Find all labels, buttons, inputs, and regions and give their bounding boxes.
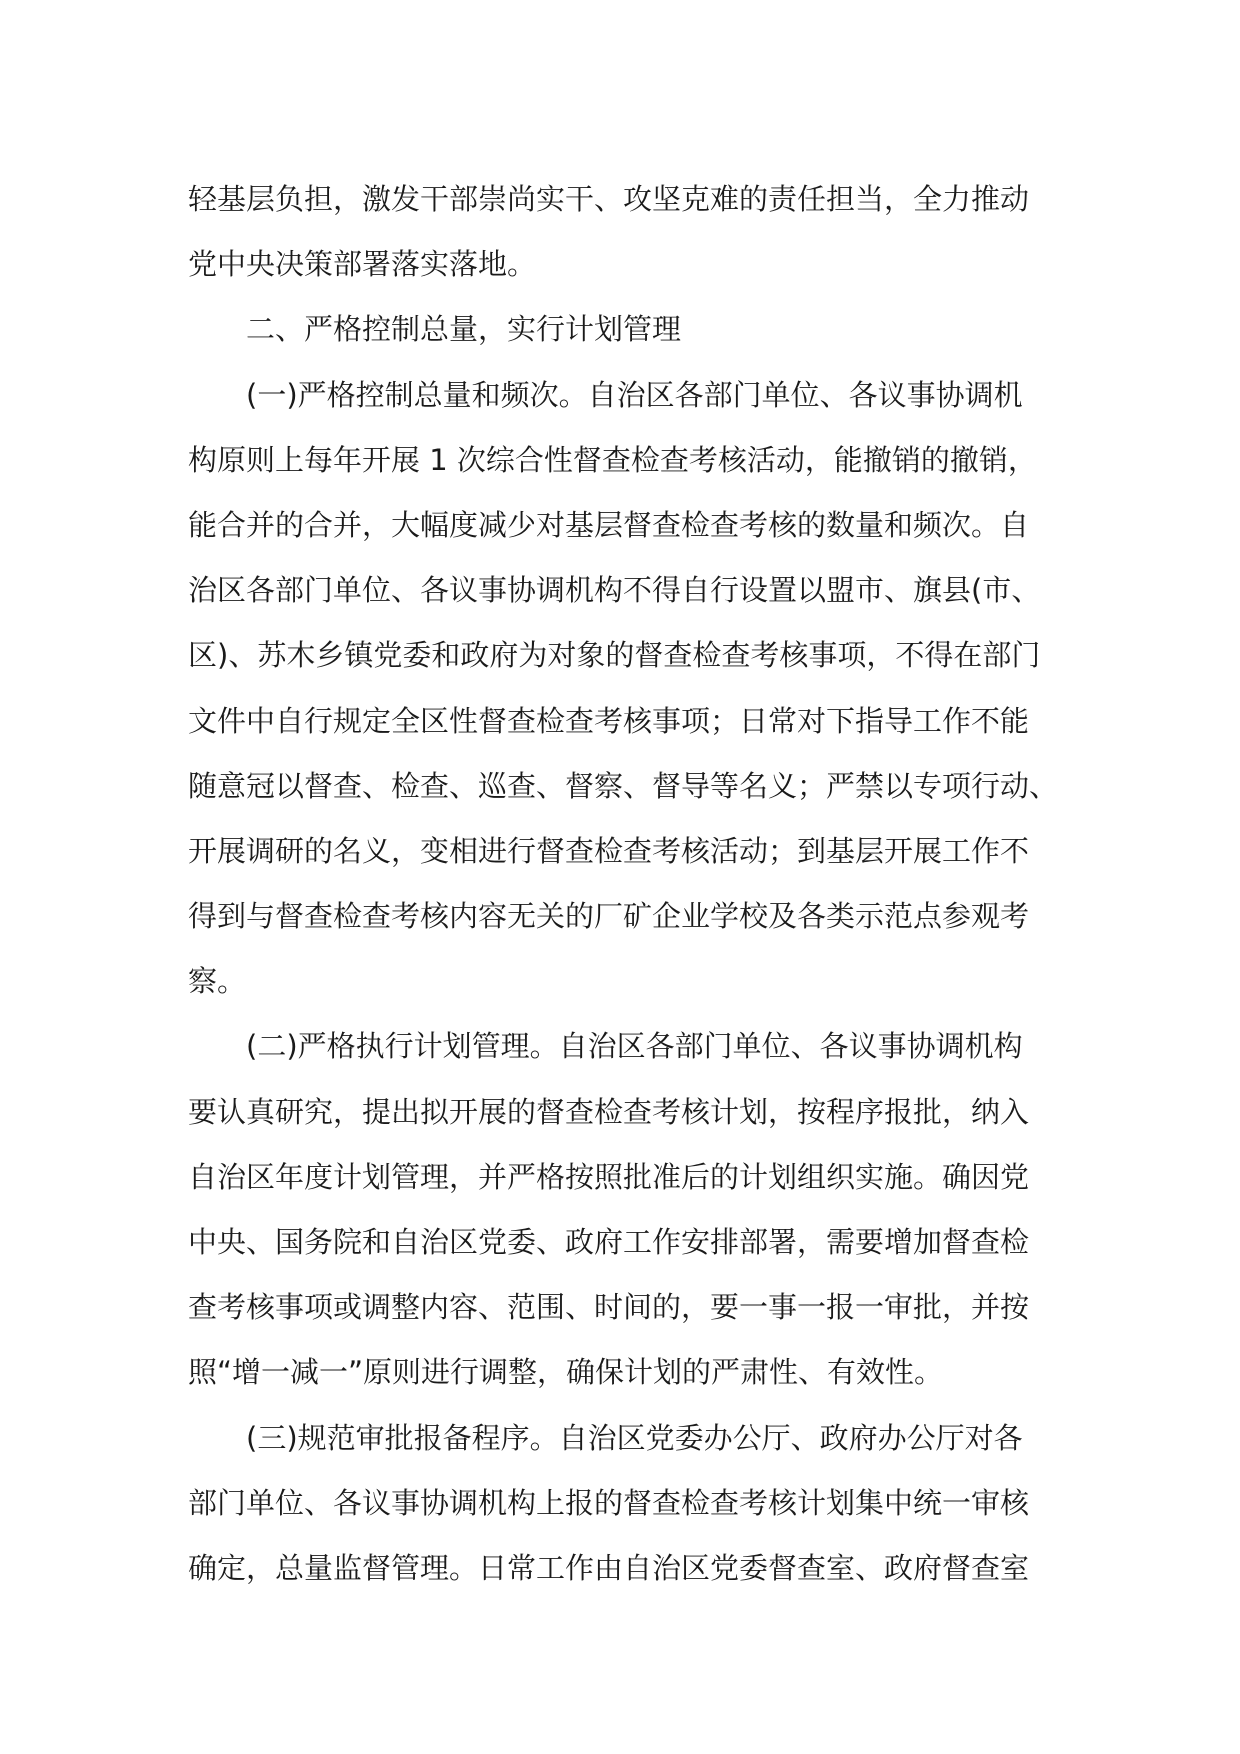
text-line: 要认真研究，提出拟开展的督查检查考核计划，按程序报批，纳入 — [188, 1094, 1030, 1129]
text-line: 部门单位、各议事协调机构上报的督查检查考核计划集中统一审核 — [188, 1485, 1030, 1520]
text-line: 开展调研的名义，变相进行督查检查考核活动；到基层开展工作不 — [188, 833, 1030, 868]
text-line: 察。 — [188, 964, 247, 999]
text-line: 治区各部门单位、各议事协调机构不得自行设置以盟市、旗县(市、 — [188, 573, 1041, 608]
text-line: 区)、苏木乡镇党委和政府为对象的督查检查考核事项，不得在部门 — [188, 638, 1041, 673]
text-line: 二、严格控制总量，实行计划管理 — [246, 312, 682, 347]
text-line: (二)严格执行计划管理。自治区各部门单位、各议事协调机构 — [246, 1029, 1023, 1064]
text-line: 构原则上每年开展 1 次综合性督查检查考核活动，能撤销的撤销， — [188, 442, 1037, 477]
text-line: 照“增一减一”原则进行调整，确保计划的严肃性、有效性。 — [188, 1355, 944, 1390]
text-line: 轻基层负担，激发干部崇尚实干、攻坚克难的责任担当，全力推动 — [188, 182, 1030, 216]
text-line: 得到与督查检查考核内容无关的厂矿企业学校及各类示范点参观考 — [188, 899, 1030, 934]
text-line: 确定，总量监督管理。日常工作由自治区党委督查室、政府督查室 — [188, 1550, 1030, 1585]
text-line: 文件中自行规定全区性督查检查考核事项；日常对下指导工作不能 — [188, 703, 1030, 738]
text-line: 随意冠以督查、检查、巡查、督察、督导等名义；严禁以专项行动、 — [188, 768, 1059, 803]
text-line: 能合并的合并，大幅度减少对基层督查检查考核的数量和频次。自 — [188, 507, 1030, 542]
text-line: 自治区年度计划管理，并严格按照批准后的计划组织实施。确因党 — [188, 1159, 1030, 1194]
text-line: (一)严格控制总量和频次。自治区各部门单位、各议事协调机 — [246, 377, 1023, 412]
text-line: (三)规范审批报备程序。自治区党委办公厅、政府办公厅对各 — [246, 1420, 1023, 1455]
text-line: 党中央决策部署落实落地。 — [188, 247, 537, 282]
text-line: 查考核事项或调整内容、范围、时间的，要一事一报一审批，并按 — [188, 1290, 1030, 1325]
text-line: 中央、国务院和自治区党委、政府工作安排部署，需要增加督查检 — [188, 1225, 1030, 1259]
document-body — [188, 167, 1078, 1601]
